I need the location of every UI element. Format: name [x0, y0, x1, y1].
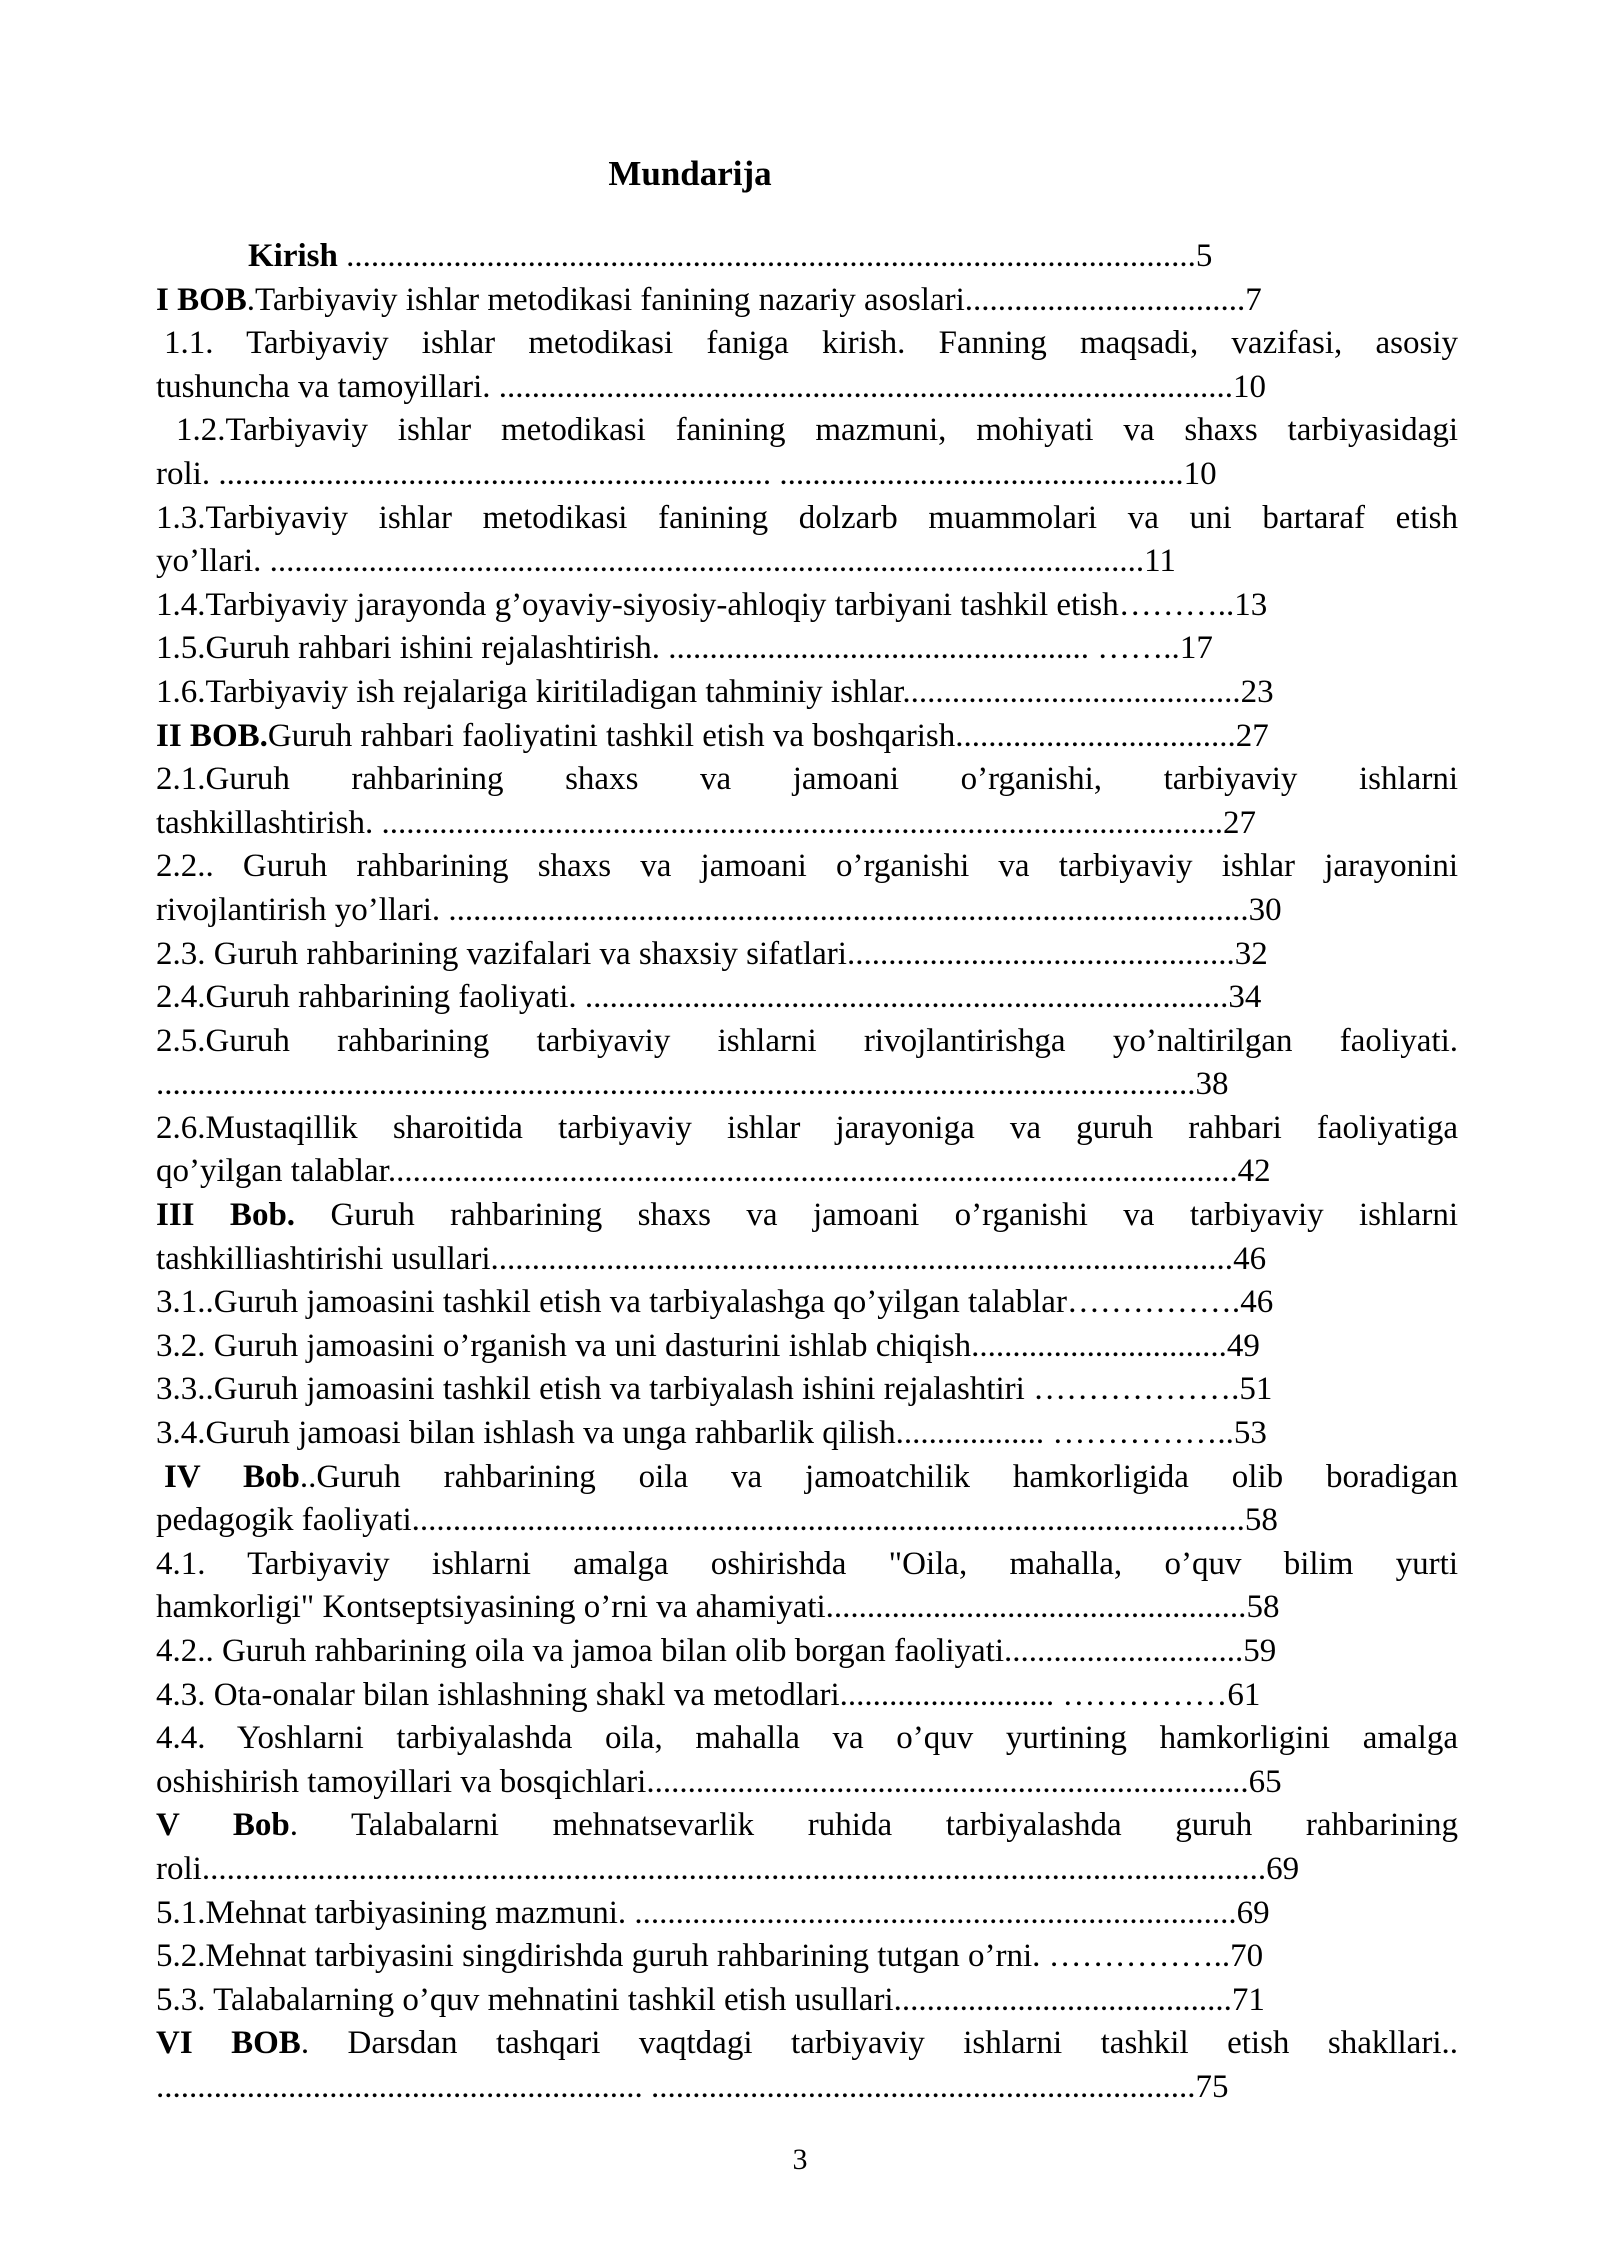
- toc-entry-text: 1.6.Tarbiyaviy ish rejalariga kiritiladigan tahminiy ishlar.........................................: [156, 673, 1241, 710]
- toc-entry-text: 2.2.. Guruh rahbarining shaxs va jamoani o’rganishi va tarbiyaviy ishlar jarayonini: [156, 848, 1458, 885]
- toc-entry-text: 1.2.Tarbiyaviy ishlar metodikasi fanining mazmuni, mohiyati va shaxs tarbiyasidagi: [176, 412, 1458, 449]
- toc-page-number: 13: [1234, 586, 1268, 623]
- toc-line: [156, 366, 1458, 410]
- toc-line: [156, 1804, 1458, 1848]
- toc-page-number: 65: [1248, 1763, 1282, 1800]
- toc-line: [156, 497, 1458, 541]
- toc-entry-text: .Tarbiyaviy ishlar metodikasi fanining nazariy asoslari..................................: [246, 281, 1246, 318]
- toc-heading-label: III Bob.: [156, 1197, 296, 1234]
- toc-line: [156, 1761, 1458, 1805]
- toc-line: [156, 1063, 1458, 1107]
- toc-line: [156, 322, 1458, 366]
- toc-entry-text: oshishirish tamoyillari va bosqichlari.........................................................................: [156, 1763, 1249, 1800]
- toc-line: [156, 1194, 1458, 1238]
- toc-line: [156, 1892, 1458, 1936]
- toc-line: [156, 1456, 1458, 1500]
- toc-line: [156, 584, 1458, 628]
- toc-line: [156, 976, 1458, 1020]
- toc-page-number: 27: [1235, 717, 1269, 754]
- toc-page-number: 58: [1244, 1502, 1278, 1539]
- toc-heading-label: IV Bob: [164, 1458, 300, 1495]
- toc-entry-text: ..............................................................................................................................: [156, 1066, 1196, 1103]
- toc-page-number: 34: [1228, 979, 1262, 1016]
- toc-page-number: 17: [1179, 630, 1213, 667]
- toc-heading-label: V Bob: [156, 1807, 290, 1844]
- toc-entry-text: . Darsdan tashqari vaqtdagi tarbiyaviy ishlarni tashkil etish shakllari..: [300, 2025, 1458, 2062]
- toc-entry-text: 5.1.Mehnat tarbiyasining mazmuni. .........................................................................: [156, 1894, 1237, 1931]
- table-of-contents: [156, 235, 1458, 2110]
- toc-line: [156, 1107, 1458, 1151]
- toc-line: [156, 889, 1458, 933]
- toc-entry-text: 1.5.Guruh rahbari ishini rejalashtirish. ................................................... ……..: [156, 630, 1180, 667]
- toc-entry-text: 5.3. Talabalarning o’quv mehnatini tashkil etish usullari.........................................: [156, 1981, 1232, 2018]
- toc-line: [156, 1238, 1458, 1282]
- toc-page-number: 11: [1144, 543, 1176, 580]
- toc-heading-label: VI BOB: [156, 2025, 301, 2062]
- toc-entry-text: 2.3. Guruh rahbarining vazifalari va shaxsiy sifatlari...............................................: [156, 935, 1235, 972]
- toc-page-number: 5: [1195, 238, 1213, 274]
- toc-page-number: 7: [1245, 281, 1262, 318]
- toc-entry-text: . Talabalarni mehnatsevarlik ruhida tarbiyalashda guruh rahbarining: [289, 1807, 1458, 1844]
- toc-line: [156, 845, 1458, 889]
- toc-entry-text: 1.1. Tarbiyaviy ishlar metodikasi faniga kirish. Fanning maqsadi, vazifasi, asosiy: [164, 325, 1458, 362]
- toc-line: [156, 453, 1458, 497]
- toc-page-number: 46: [1240, 1284, 1274, 1321]
- toc-line: [156, 1630, 1458, 1674]
- toc-line: [156, 1543, 1458, 1587]
- toc-entry-text: 3.1..Guruh jamoasini tashkil etish va tarbiyalashga qo’yilgan talablar…………….: [156, 1284, 1241, 1321]
- toc-entry-text: qo’yilgan talablar.......................................................................................................: [156, 1153, 1238, 1190]
- toc-page-number: 30: [1248, 891, 1282, 928]
- toc-entry-text: 4.1. Tarbiyaviy ishlarni amalga oshirishda "Oila, mahalla, o’quv bilim yurti: [156, 1545, 1458, 1582]
- toc-entry-text: yo’llari. ..........................................................................................................: [156, 543, 1145, 580]
- toc-line: [156, 2066, 1458, 2110]
- toc-entry-text: 2.6.Mustaqillik sharoitida tarbiyaviy ishlar jarayoniga va guruh rahbari faoliyatiga: [156, 1109, 1458, 1146]
- toc-entry-text: 4.4. Yoshlarni tarbiyalashda oila, mahalla va o’quv yurtining hamkorligini amalga: [156, 1720, 1458, 1757]
- toc-page-number: 38: [1195, 1066, 1229, 1103]
- toc-entry-text: 1.4.Tarbiyaviy jarayonda g’oyaviy-siyosiy-ahloqiy tarbiyani tashkil etish………..: [156, 586, 1235, 623]
- toc-line: [156, 1020, 1458, 1064]
- toc-entry-text: pedagogik faoliyati.....................................................................................................: [156, 1502, 1245, 1539]
- toc-page-number: 58: [1246, 1589, 1280, 1626]
- toc-line: [156, 540, 1458, 584]
- page-number: 3: [792, 2143, 808, 2176]
- toc-line: [156, 1935, 1458, 1979]
- toc-entry-text: 1.3.Tarbiyaviy ishlar metodikasi fanining dolzarb muammolari va uni bartaraf etish: [156, 499, 1458, 536]
- toc-line: [156, 1325, 1458, 1369]
- toc-entry-text: 3.2. Guruh jamoasini o’rganish va uni dasturini ishlab chiqish...............................: [156, 1327, 1227, 1364]
- toc-page-number: 23: [1240, 673, 1274, 710]
- toc-line: [156, 1586, 1458, 1630]
- toc-heading-label: I BOB: [156, 281, 247, 318]
- toc-page-number: 70: [1230, 1938, 1264, 1975]
- toc-line: [156, 758, 1458, 802]
- toc-entry-text: 4.2.. Guruh rahbarining oila va jamoa bilan olib borgan faoliyati.............................: [156, 1633, 1244, 1669]
- toc-line: [156, 1674, 1458, 1718]
- toc-page-number: 51: [1239, 1371, 1273, 1408]
- toc-page-number: 46: [1233, 1240, 1267, 1277]
- toc-line: [156, 1150, 1458, 1194]
- toc-page-number: 59: [1243, 1633, 1277, 1669]
- toc-page-number: 42: [1237, 1153, 1271, 1190]
- toc-page-number: 71: [1231, 1981, 1265, 2018]
- toc-line: [156, 235, 1458, 279]
- toc-entry-text: .......................................................................................................: [346, 238, 1196, 274]
- toc-line: [156, 1368, 1458, 1412]
- toc-entry-text: 4.3. Ota-onalar bilan ishlashning shakl va metodlari.......................... ……………: [156, 1676, 1228, 1713]
- toc-entry-text: hamkorligi" Kontseptsiyasining o’rni va ahamiyati...................................................: [156, 1589, 1247, 1626]
- toc-heading-label: Kirish: [248, 238, 347, 274]
- toc-entry-text: rivojlantirish yo’llari. .................................................................................................: [156, 891, 1249, 928]
- toc-entry-text: roli.................................................................................................................................: [156, 1850, 1267, 1887]
- toc-page-number: 10: [1233, 368, 1266, 405]
- toc-line: [156, 279, 1458, 323]
- toc-page-number: 32: [1234, 935, 1268, 972]
- toc-line: [156, 671, 1458, 715]
- toc-line: [156, 802, 1458, 846]
- toc-page-number: 53: [1233, 1415, 1267, 1452]
- toc-line: [156, 1412, 1458, 1456]
- toc-page-number: 61: [1227, 1676, 1261, 1713]
- toc-line: [156, 715, 1458, 759]
- toc-line: [156, 1499, 1458, 1543]
- toc-entry-text: tashkilliashtirishi usullari..........................................................................................: [156, 1240, 1234, 1277]
- toc-page-number: 27: [1223, 804, 1256, 841]
- toc-page-number: 69: [1236, 1894, 1270, 1931]
- toc-line: [156, 1717, 1458, 1761]
- toc-line: [156, 2022, 1458, 2066]
- page-title: Mundarija: [608, 154, 772, 193]
- toc-page-number: 49: [1226, 1327, 1260, 1364]
- toc-entry-text: ........................................................... ..................................................................: [156, 2068, 1196, 2105]
- toc-line: [156, 627, 1458, 671]
- toc-entry-text: 5.2.Mehnat tarbiyasini singdirishda guruh rahbarining tutgan o’rni. ……………..: [156, 1938, 1231, 1975]
- toc-entry-text: tashkillashtirish. ......................................................................................................: [156, 804, 1223, 841]
- toc-page-number: 69: [1266, 1850, 1300, 1887]
- toc-line: [156, 1281, 1458, 1325]
- toc-entry-text: 2.1.Guruh rahbarining shaxs va jamoani o’rganishi, tarbiyaviy ishlarni: [156, 761, 1458, 798]
- toc-heading-label: II BOB.: [156, 717, 268, 754]
- toc-entry-text: roli. ................................................................... .................................................: [156, 455, 1184, 492]
- toc-entry-text: Guruh rahbarining shaxs va jamoani o’rganishi va tarbiyaviy ishlarni: [295, 1197, 1458, 1234]
- toc-page-number: 10: [1183, 455, 1217, 492]
- toc-entry-text: 3.3..Guruh jamoasini tashkil etish va tarbiyalash ishini rejalashtiri ……………….: [156, 1371, 1240, 1408]
- toc-line: [156, 933, 1458, 977]
- toc-entry-text: Guruh rahbari faoliyatini tashkil etish va boshqarish..................................: [267, 717, 1236, 754]
- toc-entry-text: ..Guruh rahbarining oila va jamoatchilik hamkorligida olib boradigan: [299, 1458, 1458, 1495]
- toc-page-number: 75: [1195, 2068, 1229, 2105]
- toc-entry-text: 2.5.Guruh rahbarining tarbiyaviy ishlarni rivojlantirishga yo’naltirilgan faoliyati.: [156, 1022, 1458, 1059]
- toc-entry-text: 3.4.Guruh jamoasi bilan ishlash va unga rahbarlik qilish.................. ……………..: [156, 1415, 1234, 1452]
- toc-line: [156, 409, 1458, 453]
- toc-line: [156, 1848, 1458, 1892]
- toc-line: [156, 1979, 1458, 2023]
- toc-entry-text: 2.4.Guruh rahbarining faoliyati. ..............................................................................: [156, 979, 1229, 1016]
- toc-entry-text: tushuncha va tamoyillari. .........................................................................................: [156, 368, 1233, 405]
